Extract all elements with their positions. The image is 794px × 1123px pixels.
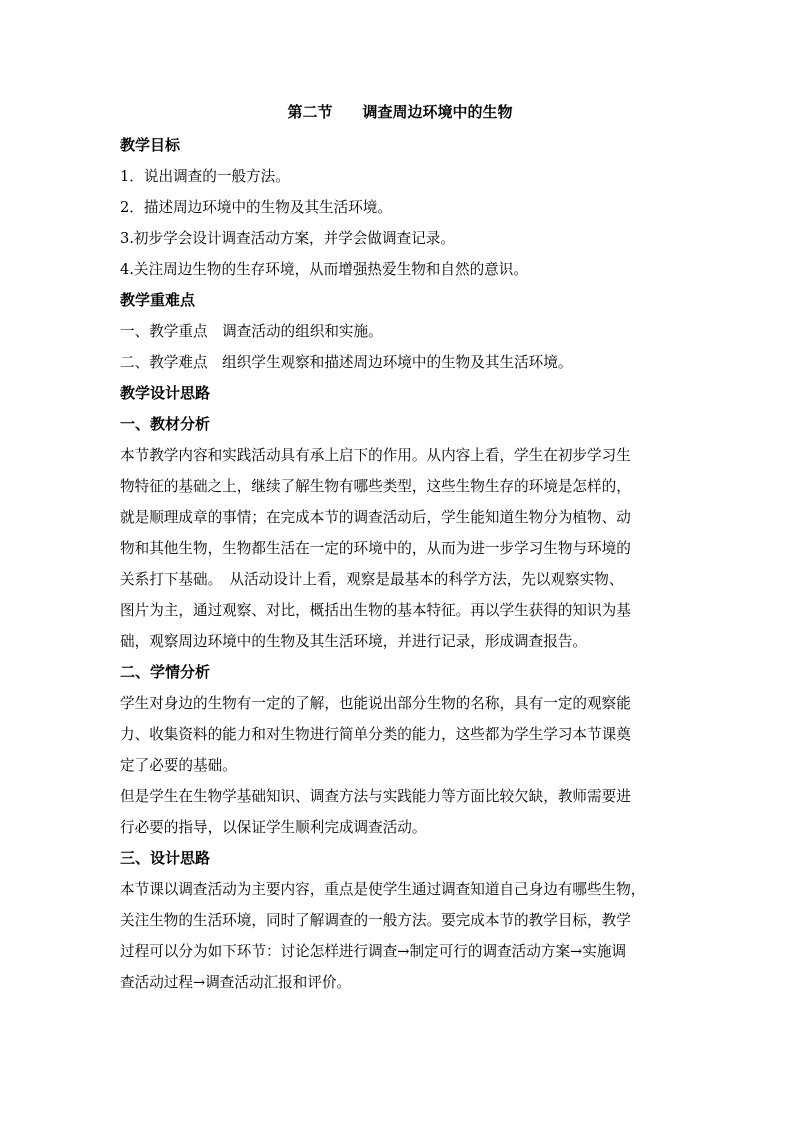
paragraph-line: 物特征的基础之上，继续了解生物有哪些类型，这些生物生存的环境是怎样的，	[120, 478, 631, 495]
learner-analysis-heading: 二、学情分析	[120, 663, 211, 681]
material-analysis-heading: 一、教材分析	[120, 415, 211, 433]
page-title: 第二节 调查周边环境中的生物	[287, 103, 513, 121]
objectives-heading: 教学目标	[120, 136, 181, 154]
paragraph-line: 本节课以调查活动为主要内容，重点是使学生通过调查知道自己身边有哪些生物，	[120, 881, 646, 898]
design-ideas-heading: 三、设计思路	[120, 849, 211, 867]
paragraph-line: 定了必要的基础。	[120, 757, 237, 774]
paragraph-line: 图片为主，通过观察、对比，概括出生物的基本特征。再以学生获得的知识为基	[120, 602, 631, 619]
key-points-heading: 教学重难点	[120, 291, 196, 309]
objective-item: 1．说出调查的一般方法。	[120, 168, 290, 185]
paragraph-line: 关系打下基础。 从活动设计上看，观察是最基本的科学方法，先以观察实物、	[120, 571, 624, 588]
paragraph-line: 查活动过程→调查活动汇报和评价。	[120, 974, 352, 991]
paragraph-line: 力、收集资料的能力和对生物进行简单分类的能力，这些都为学生学习本节课奠	[120, 726, 631, 743]
design-heading: 教学设计思路	[120, 384, 211, 402]
key-point-item: 一、教学重点 调查活动的组织和实施。	[120, 323, 383, 340]
paragraph-line: 础，观察周边环境中的生物及其生活环境，并进行记录，形成调查报告。	[120, 633, 588, 650]
material-analysis-paragraph	[120, 440, 680, 657]
paragraph-line: 就是顺理成章的事情；在完成本节的调查活动后，学生能知道生物分为植物、动	[120, 509, 631, 526]
paragraph-line: 本节教学内容和实践活动具有承上启下的作用。从内容上看，学生在初步学习生	[120, 447, 631, 464]
learner-analysis-paragraph	[120, 688, 680, 781]
document-body	[120, 100, 680, 998]
paragraph-line: 过程可以分为如下环节：讨论怎样进行调查→制定可行的调查活动方案→实施调	[120, 943, 627, 960]
objective-item: 3.初步学会设计调查活动方案，并学会做调查记录。	[120, 230, 455, 247]
paragraph-line: 行必要的指导，以保证学生顺利完成调查活动。	[120, 819, 427, 836]
key-point-item: 二、教学难点 组织学生观察和描述周边环境中的生物及其生活环境。	[120, 354, 573, 371]
paragraph-line: 但是学生在生物学基础知识、调查方法与实践能力等方面比较欠缺，教师需要进	[120, 788, 631, 805]
paragraph-line: 学生对身边的生物有一定的了解，也能说出部分生物的名称，具有一定的观察能	[120, 695, 631, 712]
objective-item: 2．描述周边环境中的生物及其生活环境。	[120, 199, 392, 216]
learner-analysis-paragraph	[120, 781, 680, 843]
objective-item: 4.关注周边生物的生存环境，从而增强热爱生物和自然的意识。	[120, 261, 528, 278]
design-ideas-paragraph	[120, 874, 680, 998]
paragraph-line: 关注生物的生活环境，同时了解调查的一般方法。要完成本节的教学目标，教学	[120, 912, 631, 929]
paragraph-line: 物和其他生物，生物都生活在一定的环境中的，从而为进一步学习生物与环境的	[120, 540, 631, 557]
